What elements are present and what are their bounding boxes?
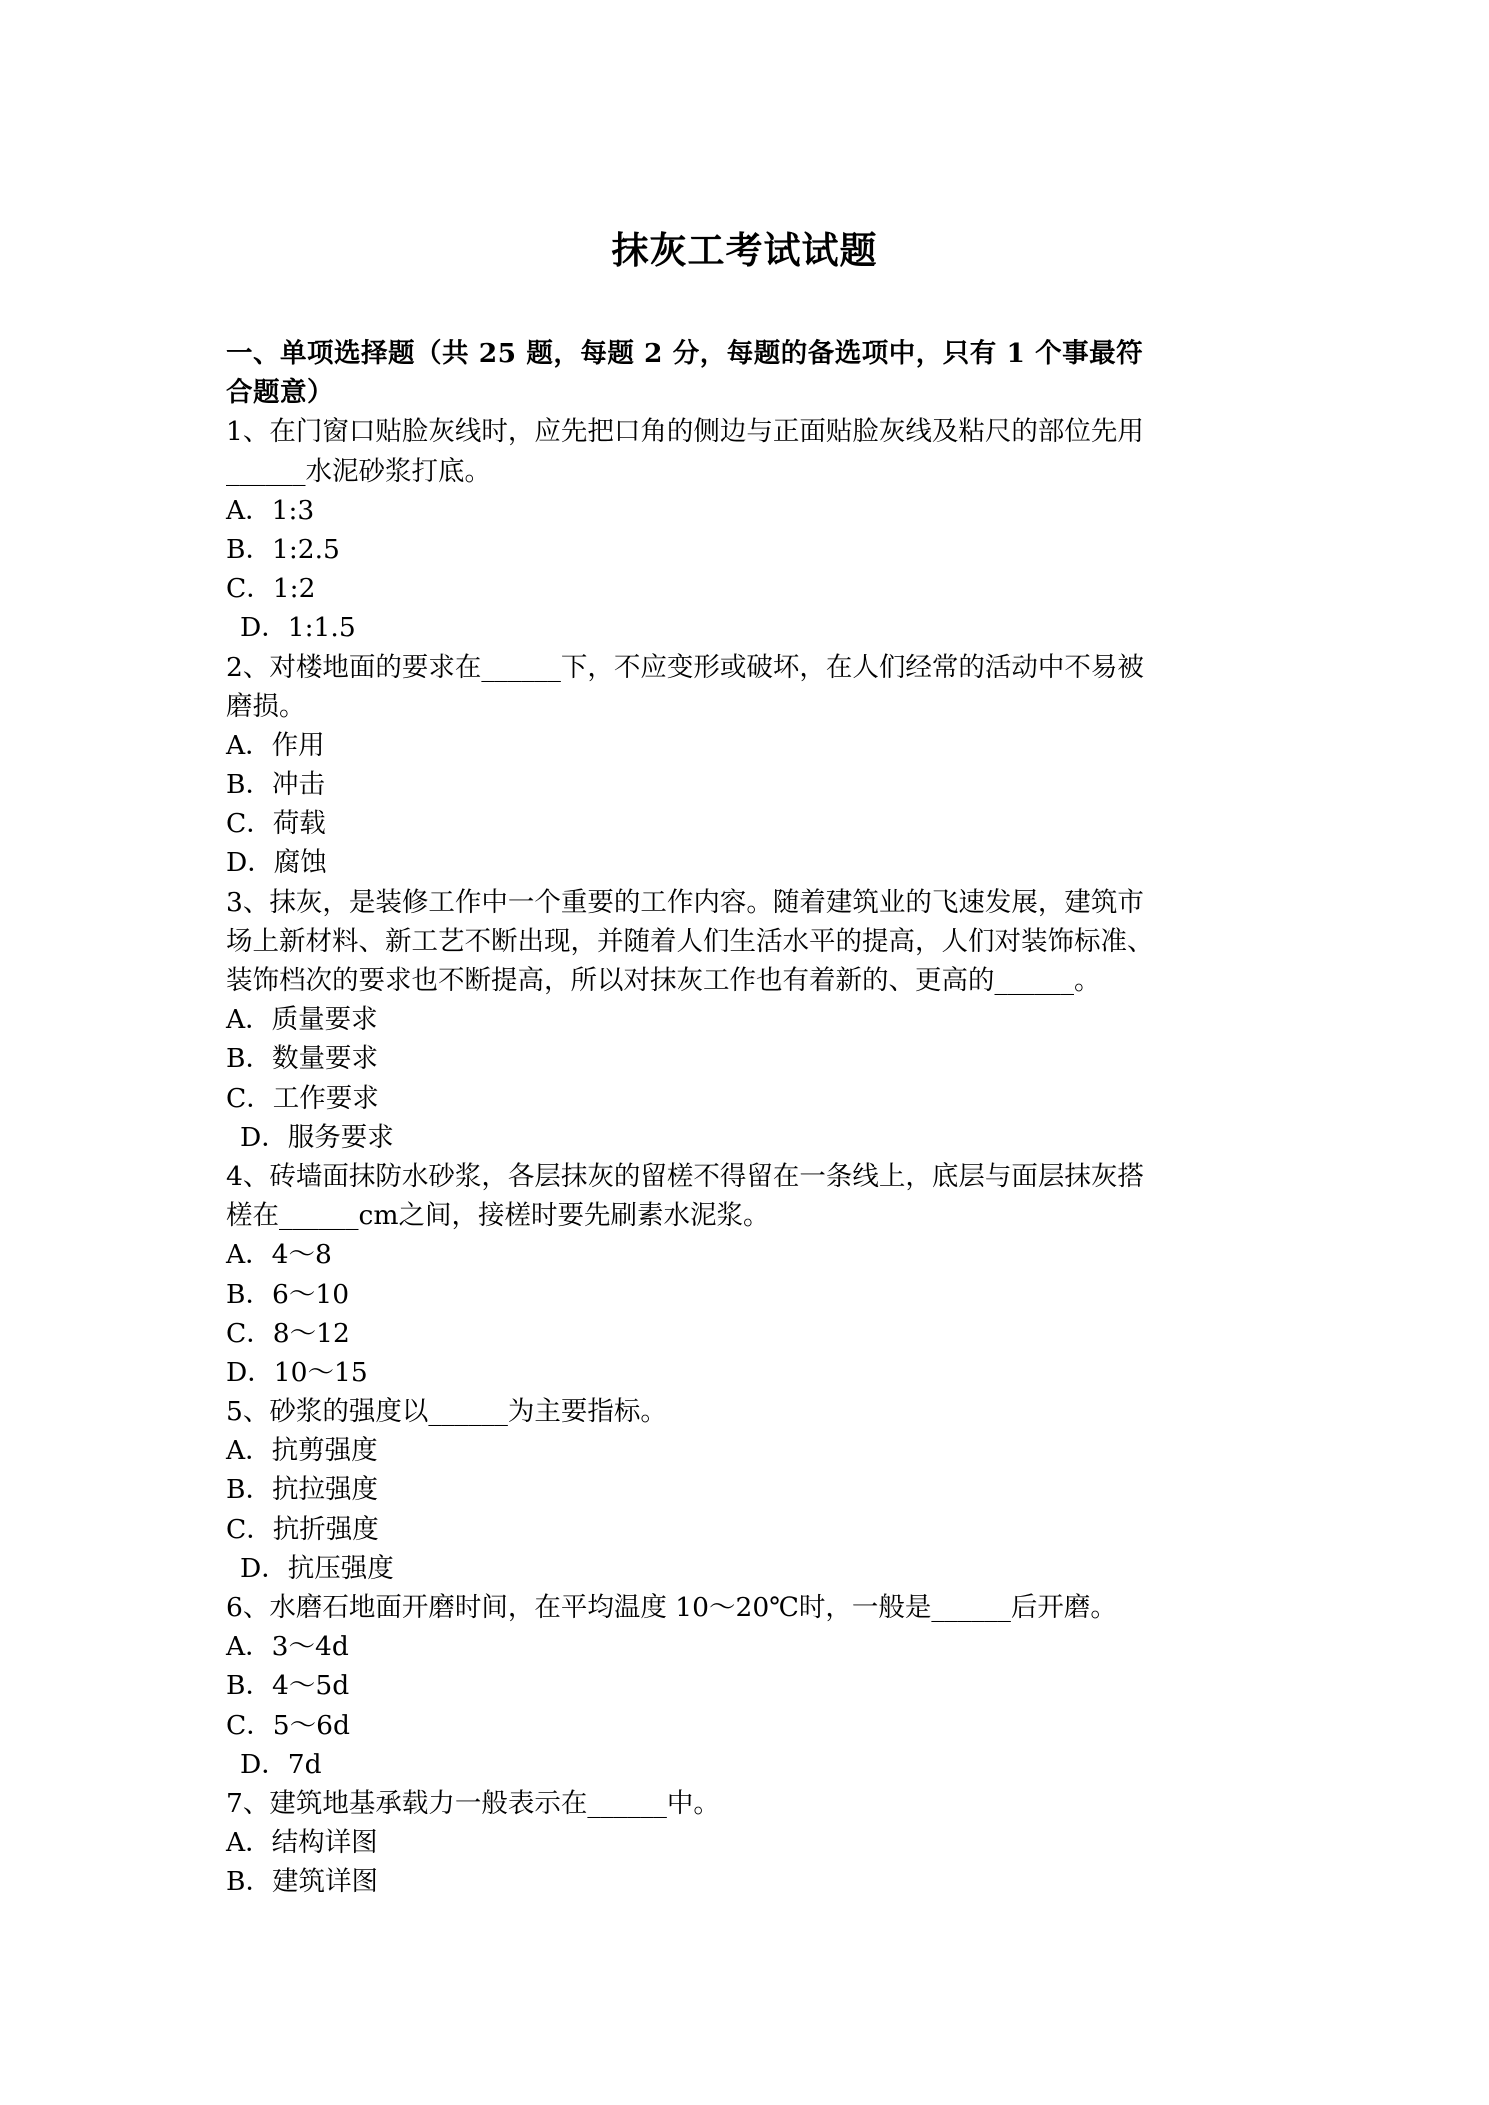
- option-c: C．8～12: [226, 1317, 350, 1349]
- question-6: [226, 1588, 1266, 1784]
- document-title: 抹灰工考试试题: [611, 228, 878, 272]
- option-c: C．荷载: [226, 808, 326, 840]
- option-a: A．3～4d: [226, 1631, 349, 1663]
- question-stem: 槎在______cm之间，接槎时要先刷素水泥浆。: [226, 1200, 770, 1232]
- option-b: B．冲击: [226, 769, 325, 801]
- option-c: C．工作要求: [226, 1082, 379, 1114]
- option-d: D．10～15: [226, 1356, 368, 1388]
- option-b: B．1:2.5: [226, 533, 340, 565]
- option-b: B．4～5d: [226, 1670, 350, 1702]
- option-a: A．抗剪强度: [226, 1435, 378, 1467]
- option-a: A．质量要求: [226, 1004, 378, 1036]
- question-stem: 装饰档次的要求也不断提高，所以对抹灰工作也有着新的、更高的______。: [226, 965, 1101, 996]
- question-7: [226, 1784, 1266, 1902]
- question-4: [226, 1157, 1266, 1392]
- option-c: C．1:2: [226, 573, 316, 605]
- question-stem: 场上新材料、新工艺不断出现，并随着人们生活水平的提高，人们对装饰标准、: [226, 925, 1154, 957]
- option-b: B．抗拉强度: [226, 1474, 378, 1506]
- option-a: A．1:3: [226, 494, 315, 526]
- question-stem: 磨损。: [226, 690, 306, 722]
- document-body: [226, 334, 1266, 1902]
- question-stem: 2、对楼地面的要求在______下，不应变形或破坏，在人们经常的活动中不易被: [226, 651, 1144, 683]
- option-b: B．数量要求: [226, 1043, 378, 1075]
- question-5: [226, 1392, 1266, 1588]
- question-stem: 6、水磨石地面开磨时间，在平均温度 10～20℃时，一般是______后开磨。: [226, 1592, 1117, 1623]
- option-d: D．抗压强度: [240, 1552, 394, 1584]
- option-d: D．服务要求: [240, 1121, 394, 1153]
- question-1: [226, 412, 1266, 647]
- option-c: C．抗折强度: [226, 1513, 379, 1545]
- question-stem: 1、在门窗口贴脸灰线时，应先把口角的侧边与正面贴脸灰线及粘尺的部位先用: [226, 416, 1144, 448]
- option-d: D．1:1.5: [240, 612, 356, 644]
- question-stem: 5、砂浆的强度以______为主要指标。: [226, 1396, 667, 1428]
- option-d: D．7d: [240, 1748, 322, 1780]
- option-d: D．腐蚀: [226, 847, 327, 879]
- question-stem: ______水泥砂浆打底。: [226, 455, 491, 487]
- section-heading-continued: 合题意）: [226, 377, 334, 409]
- question-stem: 3、抹灰，是装修工作中一个重要的工作内容。随着建筑业的飞速发展，建筑市: [226, 886, 1144, 918]
- question-2: [226, 648, 1266, 883]
- question-stem: 4、砖墙面抹防水砂浆，各层抹灰的留槎不得留在一条线上，底层与面层抹灰搭: [226, 1160, 1144, 1192]
- question-stem: 7、建筑地基承载力一般表示在______中。: [226, 1787, 720, 1819]
- option-a: A．作用: [226, 729, 325, 761]
- option-b: B．建筑详图: [226, 1866, 378, 1898]
- section-heading: 一、单项选择题（共 25 题，每题 2 分，每题的备选项中，只有 1 个事最符: [226, 338, 1144, 369]
- option-a: A．4～8: [226, 1239, 332, 1271]
- option-b: B．6～10: [226, 1278, 350, 1310]
- option-a: A．结构详图: [226, 1827, 378, 1859]
- option-c: C．5～6d: [226, 1709, 350, 1741]
- question-3: [226, 883, 1266, 1157]
